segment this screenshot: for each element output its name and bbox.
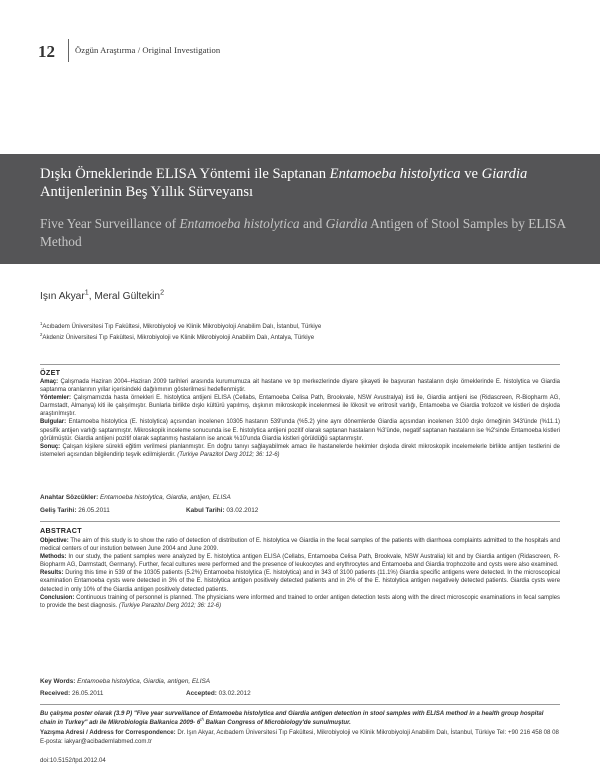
abstract-accepted: Accepted: 03.02.2012: [186, 690, 251, 697]
ozet-body: Amaç: Çalışmada Haziran 2004–Haziran 2009 tarihleri arasında kurumumuza ait hastane ve tıp merkezlerinde diyare şikayeti ile başvuran hastaların dışkı örneklerinde E. histolytica ve Giardia saptanma oranlarının yıllar içerisindeki dağılımının gösterilmesi hedeflenmiştir. Yöntemler: Çalışmamızda hasta örnekleri E. histolytica antijeni ELISA (Cellabs, Entamoeba Celisa Path, Brookvale, NSW Avustralya) iisti ile, Giardia antijeni ise (Ridascreen, R-Biopharm AG, Darmstadt, Almanya) kiti ile çalışılmıştır. Bunlarla birlikte dışkı kültürü yapılmış, dışkının mikroskopik incelenmesi ile lökosit ve eritrosit varlığı, Entamoeba ve Giardia trofozoit ve kistleri de dışkıda araştırılmıştır. Bulgular: Entamoeba histolytica (E. histolytica) açısından incelenen 10305 hastanın 539'unda (%5.2) yine aynı dönemlerde Giardia açısından incelenen 3100 dışkı örneğinin 343'ünde (%11.1) spesifik antijen varlığı saptanmıştır. Mikroskopik inceleme sonucunda ise E. histolytica antijeni pozitif olarak saptanan hastaların %3'ünde, negatif saptanan hastaların ise %2'sinde Entamoeba kistleri görülmüştür. Giardia antijeni pozitif olarak saptanmış hastaların ise ancak %10'unda Giardia kistleri görüldüğü saptanmıştır. Sonuç: Çalışan kişilere sürekli eğitim verilmesi planlanmıştır. En doğru tanıyı sağlayabilmek amacı ile hastanelerde hekimler dışkıda direkt mikroskopik incelemelerle birlikte antijen testlerini de istemeleri açısından bilgilendirip teşvik edilmişlerdir. (Turkiye Parazitol Derg 2012; 36: 12-6): [40, 379, 560, 458]
affiliation-2: $^2$Akdeniz Üniversitesi Tıp Fakültesi, Mikrobiyoloji ve Klinik Mikrobiyoloji Anabilim Dalı, Antalya, Türkiye: [40, 331, 315, 341]
author-list: Işın Akyar$^1$, Meral Gültekin$^2$: [40, 288, 165, 302]
ozet-top-rule: [40, 364, 560, 365]
title-turkish: Dışkı Örneklerinde ELISA Yöntemi ile Saptanan Entamoeba histolytica ve Giardia Antijenlerinin Beş Yıllık Sürveyansı: [40, 166, 528, 200]
abstract-keywords: Key Words: Entamoeba histolytica, Giardia, antigen, ELISA: [40, 678, 211, 685]
abstract-heading: ABSTRACT: [40, 526, 82, 535]
abstract-top-rule: [40, 521, 560, 522]
ozet-received: Geliş Tarihi: 26.05.2011: [40, 507, 110, 514]
running-head: Özgün Araştırma / Original Investigation: [75, 45, 221, 55]
ozet-keywords: Anahtar Sözcükler: Entamoeba histolytica, Giardia, antijen, ELISA: [40, 494, 231, 501]
header-divider: [68, 39, 69, 62]
footer-note: Bu çalışma poster olarak (3.9 P) "Five year surveillance of Entamoeba histolytica and Giardia antigen detection in stool samples with ELISA method in a health group hospital chain in Turkey" adı ile Mikrobiologia Balkanica 2009- 6th Balkan Congress of Microbiology'de sunulmuştur.: [40, 710, 544, 726]
ozet-heading: ÖZET: [40, 368, 61, 377]
ozet-accepted: Kabul Tarihi: 03.02.2012: [186, 507, 259, 514]
ozet-dates: [40, 507, 560, 514]
abstract-body: Objective: The aim of this study is to show the ratio of detection of distribution of E. histolytica ve Giardia in the fecal samples of the patients with diarrhoea complaints admitted to the hospitals and medical centers of our instution between June 2004 and June 2009. Methods: In our study, the patient samples were analyzed by E. histolytica antigen ELISA (Cellabs, Entamoeba Celisa Path, Brookvale, NSW Australia) kit and by Giardia antigen (Ridascreen, R-Biopharm AG, Darmstadt, Germany). Further, fecal cultures were performed and the presence of leukocytes and erythrocytes and Entamoeba and Giardia trophozoite and cysts were also examined. Results: During this time in 539 of the 10305 patients (5.2%) Entamoeba histolytica (E. histolytica) and in 343 of 3100 patients (11.1%) Giardia specific antigens were detected. In the microscopical examination Entamoeba cysts were detected in 3% of the E. histolytica antigen positively detected patients and in 2% of the E. histolytica antigen negatively detected patients. Giardia cysts were detected in only 10% of the Giardia antigen positively detected patients. Conclusion: Continuous training of personnel is planned. The physicians were informed and trained to order antigen detection tests along with the direct microscopic examinations in fecal samples to provide the best diagnosis. (Turkiye Parazitol Derg 2012; 36: 12-6): [40, 538, 560, 609]
footer-top-rule: [40, 704, 560, 705]
correspondence: Yazışma Adresi / Address for Correspondence: Dr. Işın Akyar, Acıbadem Üniversitesi Tıp Fakültesi, Mikrobiyoloji ve Klinik Mikrobiyoloji Anabilim Dalı, İstanbul, Türkiye Tel: +90 216 458 08 08 E-posta: iakyar@acibademlabmed.com.tr: [40, 729, 559, 745]
page-number: 12: [38, 42, 55, 61]
abstract-dates: [40, 690, 560, 697]
affiliation-1: $^1$Acıbadem Üniversitesi Tıp Fakültesi, Mikrobiyoloji ve Klinik Mikrobiyoloji Anabilim Dalı, İstanbul, Türkiye: [40, 320, 322, 330]
doi: doi:10.5152/tpd.2012.04: [40, 757, 106, 764]
abstract-received: Received: 26.05.2011: [40, 690, 104, 697]
title-english: Five Year Surveillance of Entamoeba histolytica and Giardia Antigen of Stool Samples by ELISA Method: [40, 216, 566, 249]
